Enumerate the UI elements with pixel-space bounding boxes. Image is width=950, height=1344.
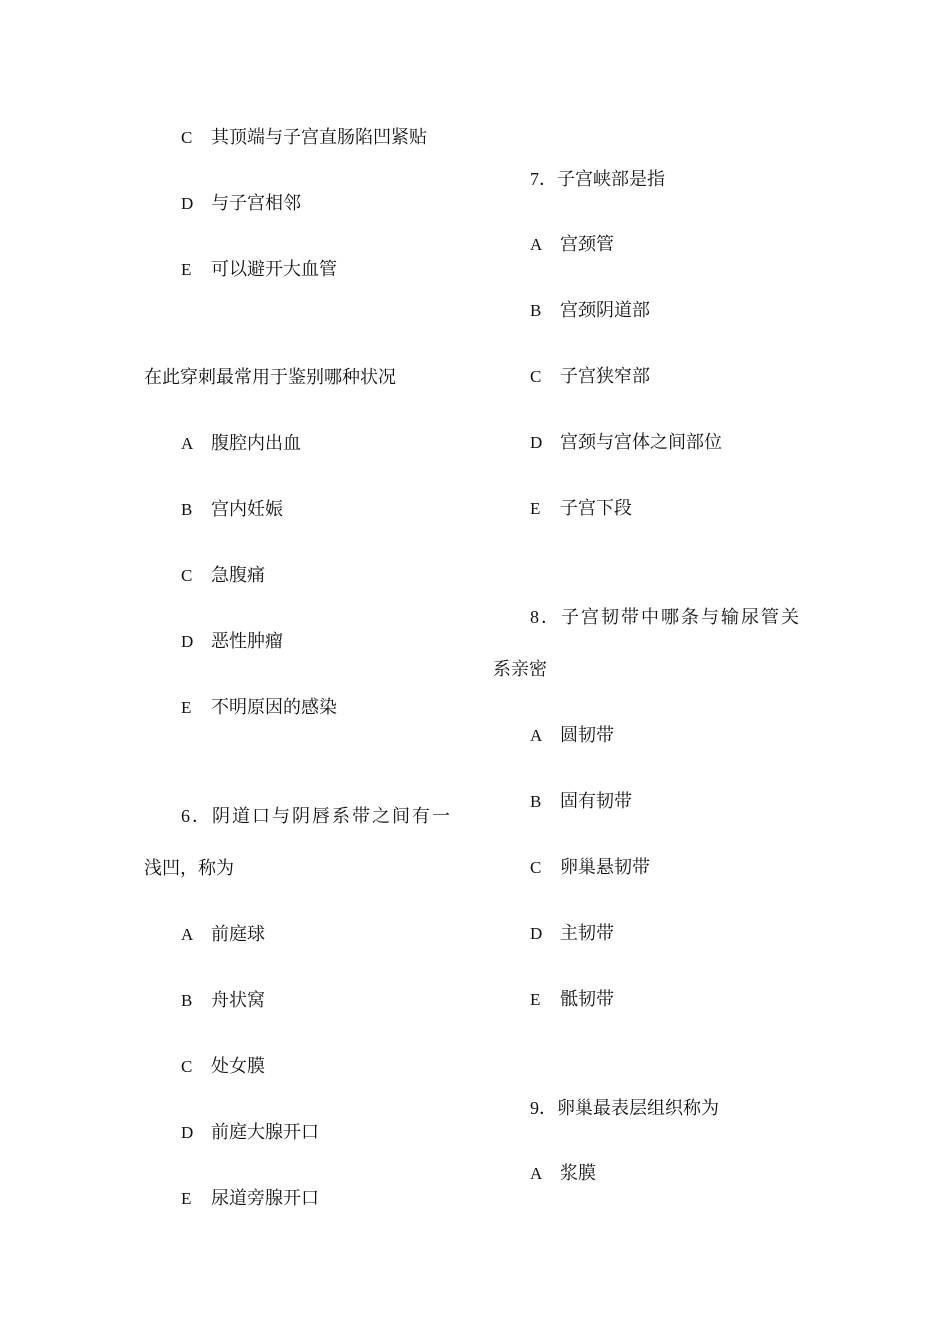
option-letter: C <box>530 367 542 386</box>
option-text: 其顶端与子宫直肠陷凹紧贴 <box>211 127 427 148</box>
option-letter: D <box>181 1123 194 1142</box>
option-letter: B <box>181 991 193 1010</box>
option-text: 不明原因的感染 <box>211 697 337 718</box>
question-6-stem <box>181 804 452 829</box>
question-8-stem <box>530 605 801 630</box>
option-text: 前庭球 <box>211 924 265 945</box>
option-text: 舟状窝 <box>211 990 265 1011</box>
option-q7-b <box>530 299 650 323</box>
option-text: 与子宫相邻 <box>211 193 301 214</box>
option-q5-e <box>181 258 337 282</box>
option-letter: D <box>181 194 194 213</box>
option-q7-e <box>530 497 632 521</box>
option-letter: E <box>530 990 541 1009</box>
option-q6-e <box>181 1187 319 1211</box>
question-number: 6 <box>181 806 192 826</box>
option-letter: E <box>181 260 192 279</box>
option-letter: A <box>530 1164 543 1183</box>
question-text: ．卵巢最表层组织称为 <box>539 1098 719 1119</box>
option-letter: A <box>530 235 543 254</box>
question-9-stem <box>530 1096 719 1121</box>
question-number: 8 <box>530 607 541 627</box>
option-text: 主韧带 <box>560 923 614 944</box>
option-text: 处女膜 <box>211 1056 265 1077</box>
option-q7-a <box>530 233 614 257</box>
option-letter: B <box>530 301 542 320</box>
question-text: ．阴道口与阴唇系带之间有一 <box>192 806 452 827</box>
option-letter: C <box>181 128 193 147</box>
option-letter: E <box>530 499 541 518</box>
option-letter: D <box>530 433 543 452</box>
option-letter: D <box>530 924 543 943</box>
option-q9-a <box>530 1162 596 1186</box>
sub-option-c <box>181 564 265 588</box>
option-text: 圆韧带 <box>560 725 614 746</box>
option-q5-d <box>181 192 301 216</box>
question-text: ．子宫峡部是指 <box>539 169 665 190</box>
option-letter: C <box>181 1057 193 1076</box>
option-letter: E <box>181 698 192 717</box>
option-q5-c <box>181 126 427 150</box>
option-q6-c <box>181 1055 265 1079</box>
option-text: 恶性肿瘤 <box>211 631 283 652</box>
sub-option-e <box>181 696 337 720</box>
option-letter: B <box>530 792 542 811</box>
sub-option-a <box>181 432 301 456</box>
option-letter: C <box>530 858 542 877</box>
option-q8-a <box>530 724 614 748</box>
option-letter: C <box>181 566 193 585</box>
sub-question-stem: 在此穿刺最常用于鉴别哪种状况 <box>144 367 396 388</box>
option-text: 卵巢悬韧带 <box>560 857 650 878</box>
option-q6-b <box>181 989 265 1013</box>
option-q8-d <box>530 922 614 946</box>
option-text: 宫颈管 <box>560 234 614 255</box>
option-text: 宫颈与宫体之间部位 <box>560 432 722 453</box>
option-text: 前庭大腺开口 <box>211 1122 319 1143</box>
option-letter: A <box>181 925 194 944</box>
option-q7-d <box>530 431 722 455</box>
option-q8-c <box>530 856 650 880</box>
question-7-stem <box>530 167 665 192</box>
option-q6-d <box>181 1121 319 1145</box>
option-text: 宫内妊娠 <box>211 499 283 520</box>
question-8-stem-cont: 系亲密 <box>493 659 547 680</box>
option-letter: B <box>181 500 193 519</box>
option-text: 浆膜 <box>560 1163 596 1184</box>
option-q8-b <box>530 790 632 814</box>
sub-option-d <box>181 630 283 654</box>
question-number: 7 <box>530 169 539 189</box>
option-q8-e <box>530 988 614 1012</box>
question-6-stem-cont: 浅凹，称为 <box>144 858 234 879</box>
option-letter: D <box>181 632 194 651</box>
option-text: 急腹痛 <box>211 565 265 586</box>
option-text: 腹腔内出血 <box>211 433 301 454</box>
option-q7-c <box>530 365 650 389</box>
option-text: 骶韧带 <box>560 989 614 1010</box>
option-text: 宫颈阴道部 <box>560 300 650 321</box>
option-text: 子宫下段 <box>560 498 632 519</box>
question-number: 9 <box>530 1098 539 1118</box>
sub-option-b <box>181 498 283 522</box>
option-letter: E <box>181 1189 192 1208</box>
option-letter: A <box>181 434 194 453</box>
option-q6-a <box>181 923 265 947</box>
option-text: 尿道旁腺开口 <box>211 1188 319 1209</box>
option-text: 可以避开大血管 <box>211 259 337 280</box>
question-text: ．子宫韧带中哪条与输尿管关 <box>541 607 801 628</box>
option-text: 子宫狭窄部 <box>560 366 650 387</box>
option-letter: A <box>530 726 543 745</box>
option-text: 固有韧带 <box>560 791 632 812</box>
